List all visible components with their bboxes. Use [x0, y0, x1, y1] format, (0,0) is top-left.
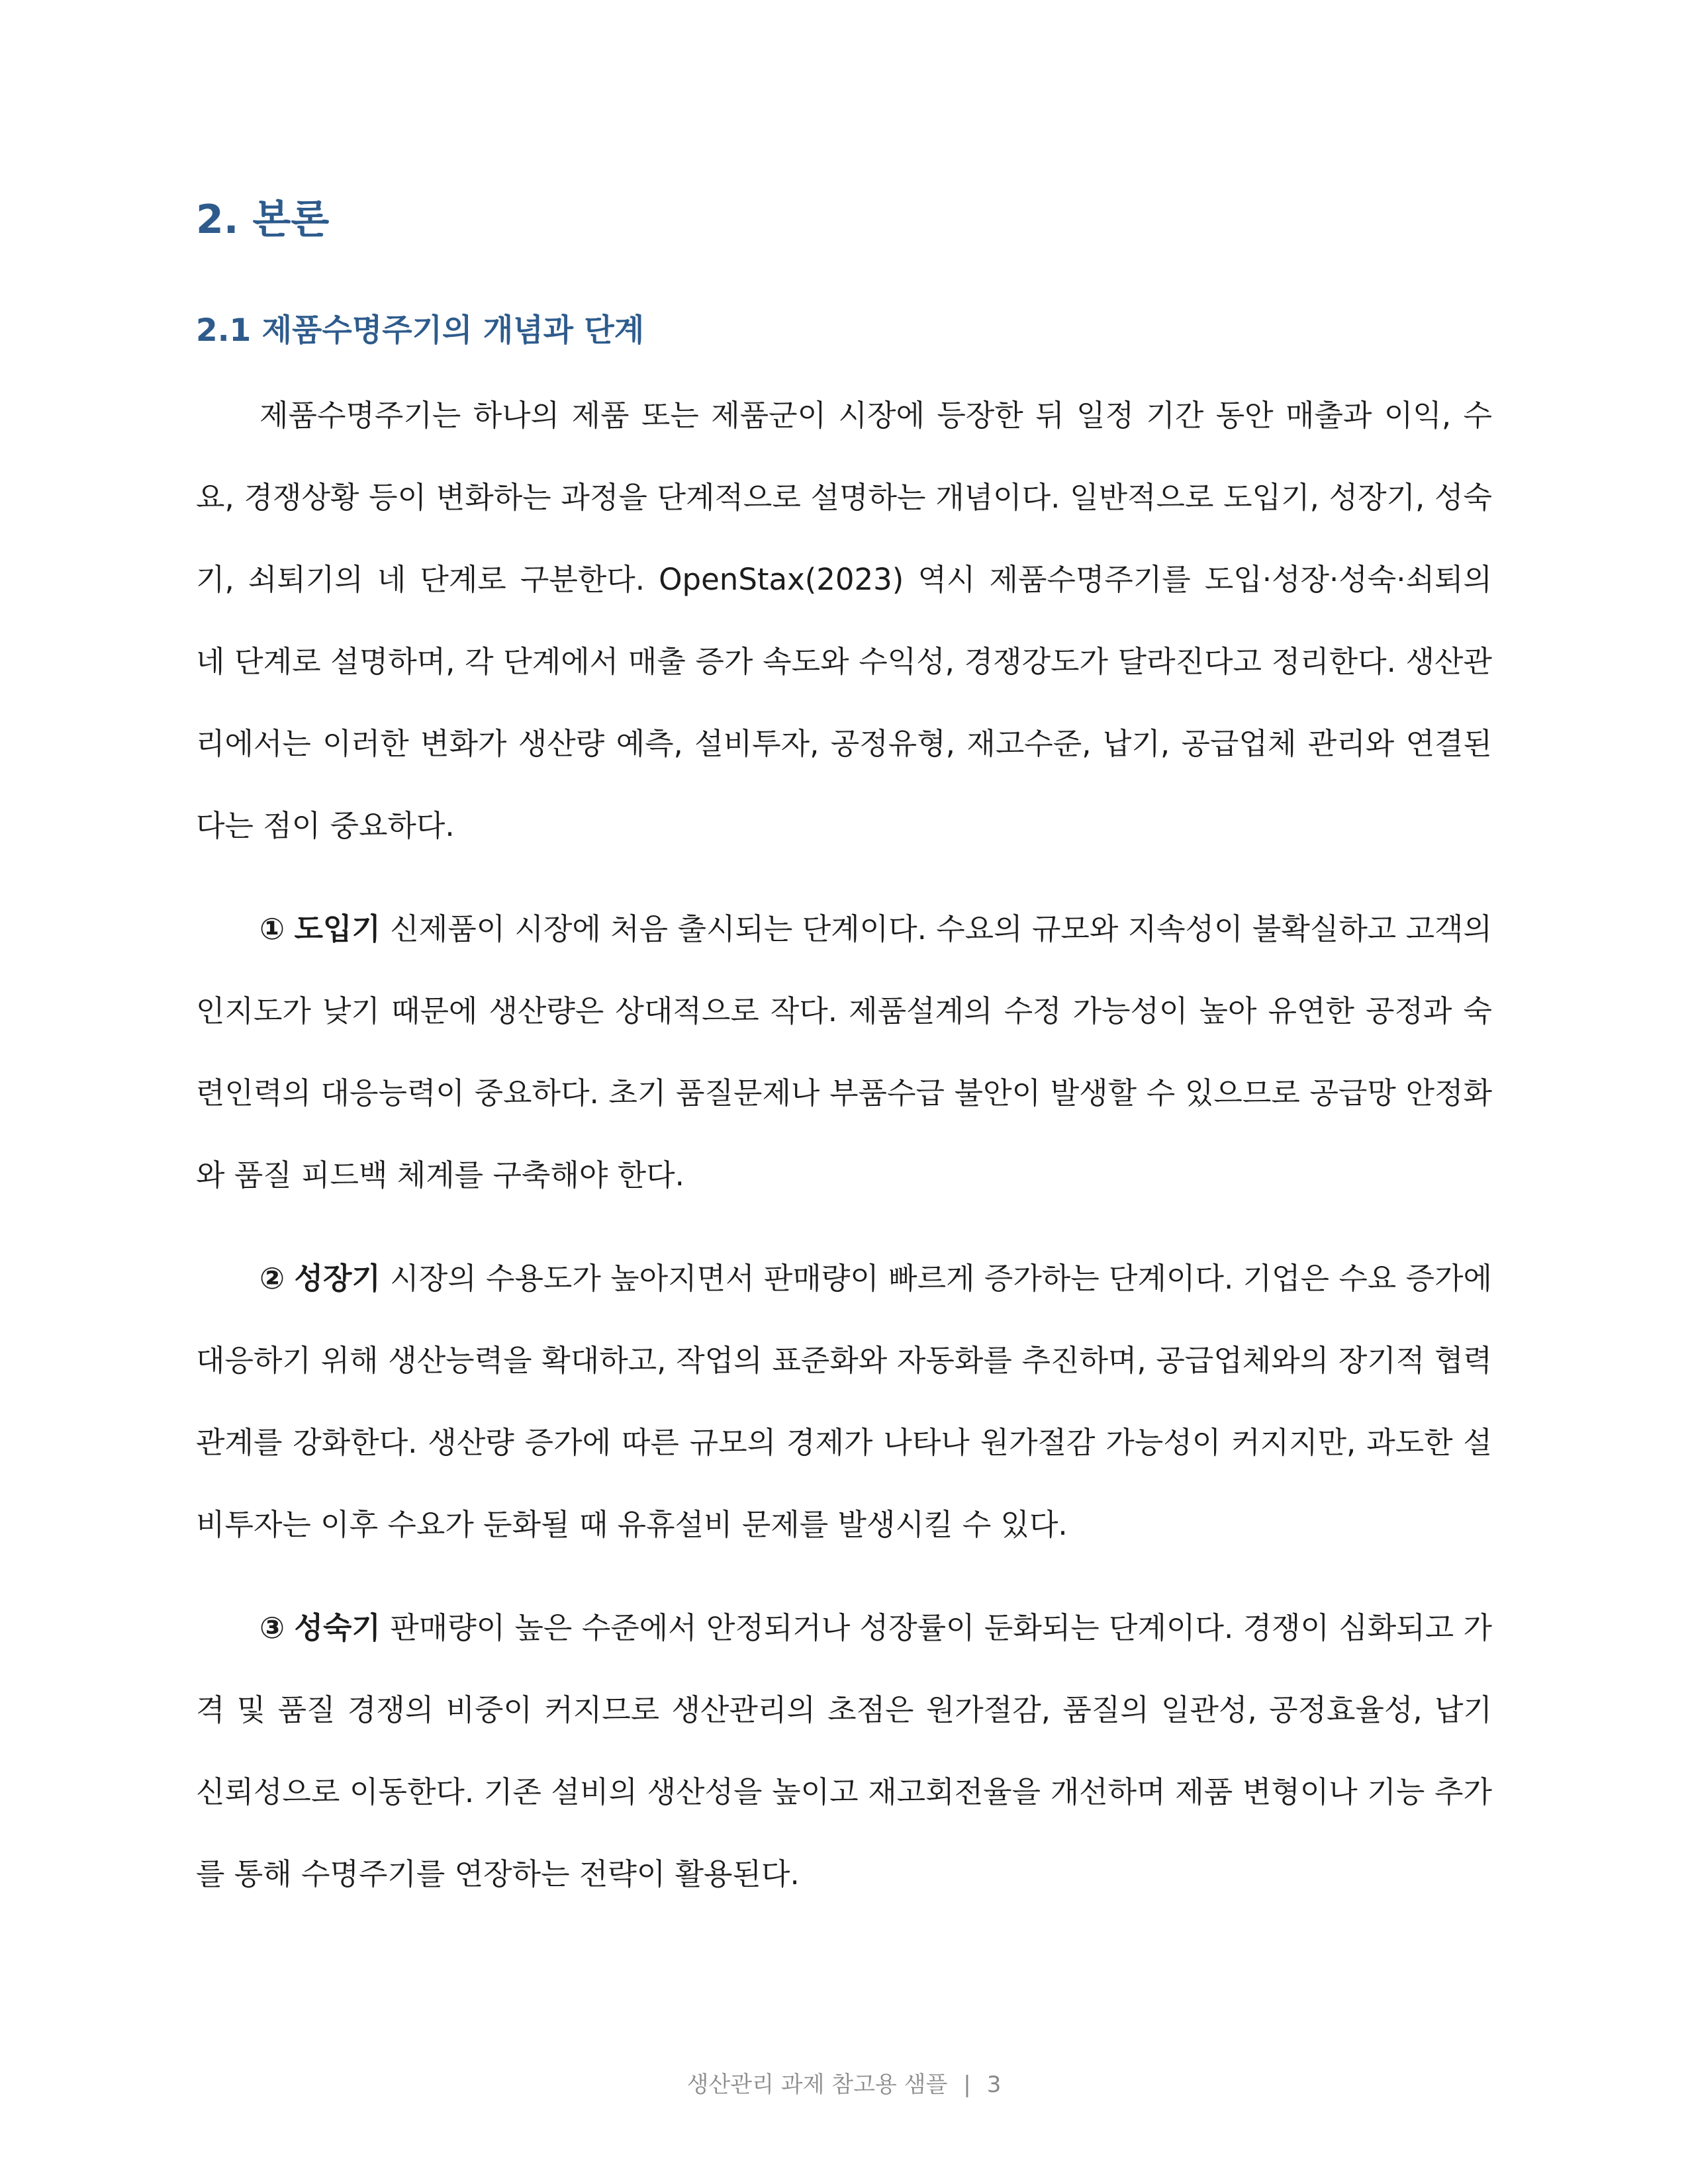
stage-title: 성숙기: [294, 1610, 381, 1645]
stage-text: 시장의 수용도가 높아지면서 판매량이 빠르게 증가하는 단계이다. 기업은 수요 증가에 대응하기 위해 생산능력을 확대하고, 작업의 표준화와 자동화를 추진하며, 공급업체와의 장기적 협력관계를 강화한다. 생산량 증가에 따른 규모의 경제가 나타나 원가절감 가능성이 커지지만, 과도한 설비투자는 이후 수요가 둔화될 때 유휴설비 문제를 발생시킬 수 있다.: [196, 1261, 1493, 1542]
page-number: 3: [986, 2071, 1002, 2098]
stage-marker: ①: [259, 911, 285, 946]
stage-marker: ②: [259, 1261, 285, 1296]
document-page: [196, 179, 1492, 1915]
stage-title: 도입기: [294, 911, 381, 946]
intro-paragraph: 제품수명주기는 하나의 제품 또는 제품군이 시장에 등장한 뒤 일정 기간 동안 매출과 이익, 수요, 경쟁상황 등이 변화하는 과정을 단계적으로 설명하는 개념이다. 일반적으로 도입기, 성장기, 성숙기, 쇠퇴기의 네 단계로 구분한다. OpenStax(2023) 역시 제품수명주기를 도입·성장·성숙·쇠퇴의 네 단계로 설명하며, 각 단계에서 매출 증가 속도와 수익성, 경쟁강도가 달라진다고 정리한다. 생산관리에서는 이러한 변화가 생산량 예측, 설비투자, 공정유형, 재고수준, 납기, 공급업체 관리와 연결된다는 점이 중요하다.: [196, 398, 1492, 843]
footer-separator: |: [963, 2071, 971, 2098]
stage-paragraph-maturity: [196, 1587, 1492, 1915]
stage-marker: ③: [259, 1610, 285, 1645]
page-footer: [0, 2066, 1688, 2099]
stage-text: 판매량이 높은 수준에서 안정되거나 성장률이 둔화되는 단계이다. 경쟁이 심화되고 가격 및 품질 경쟁의 비중이 커지므로 생산관리의 초점은 원가절감, 품질의 일관성, 공정효율성, 납기 신뢰성으로 이동한다. 기존 설비의 생산성을 높이고 재고회전율을 개선하며 제품 변형이나 기능 추가를 통해 수명주기를 연장하는 전략이 활용된다.: [196, 1610, 1493, 1891]
stage-text: 신제품이 시장에 처음 출시되는 단계이다. 수요의 규모와 지속성이 불확실하고 고객의 인지도가 낮기 때문에 생산량은 상대적으로 작다. 제품설계의 수정 가능성이 높아 유연한 공정과 숙련인력의 대응능력이 중요하다. 초기 품질문제나 부품수급 불안이 발생할 수 있으므로 공급망 안정화와 품질 피드백 체계를 구축해야 한다.: [196, 911, 1493, 1193]
subsection-heading: 2.1 제품수명주기의 개념과 단계: [196, 312, 645, 349]
stage-paragraph-introduction: [196, 888, 1492, 1216]
footer-label: 생산관리 과제 참고용 샘플: [686, 2071, 948, 2098]
section-heading: 2. 본론: [196, 197, 330, 243]
stage-title: 성장기: [294, 1261, 381, 1296]
stage-paragraph-growth: [196, 1238, 1492, 1566]
